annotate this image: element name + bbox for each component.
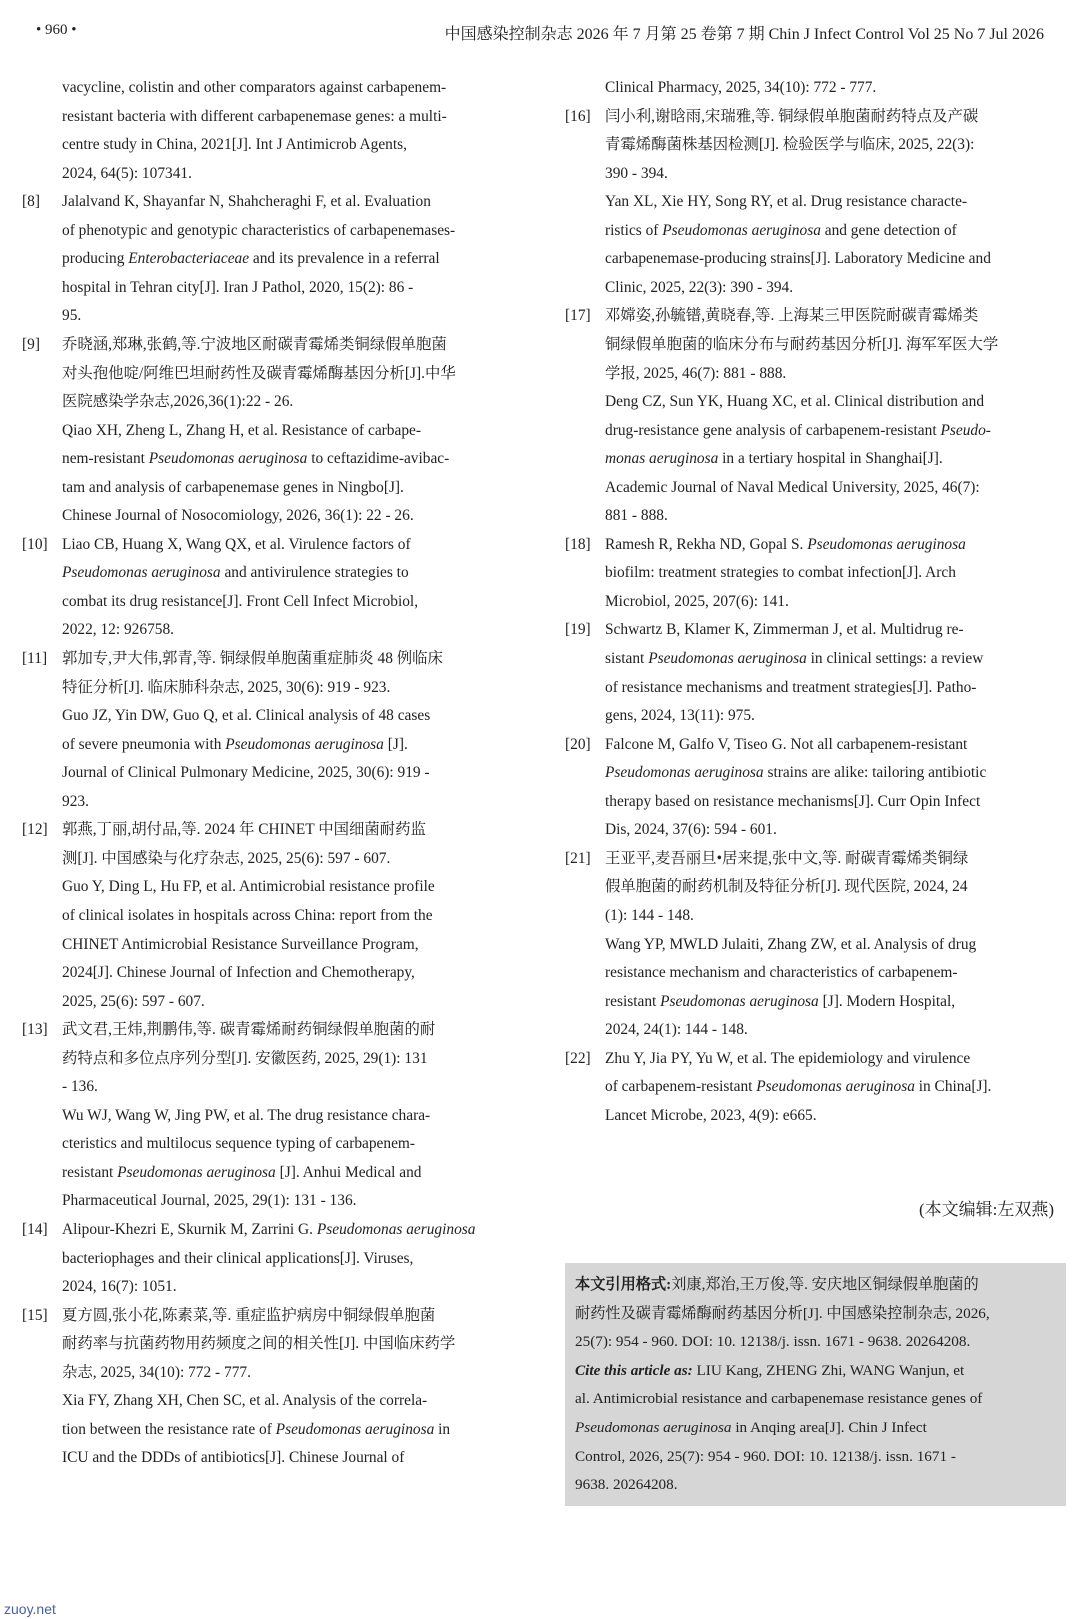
reference-text: Deng CZ, Sun YK, Huang XC, et al. Clinical distribution and	[605, 393, 985, 411]
reference-text: Jalalvand K, Shayanfar N, Shahcheraghi F, et al. Evaluation	[62, 193, 431, 211]
reference-line	[22, 1134, 520, 1154]
reference-text: 铜绿假单胞菌的临床分布与耐药基因分析[J]. 海军军医大学	[605, 335, 999, 353]
reference-text: Academic Journal of Naval Medical University, 2025, 46(7):	[605, 478, 980, 496]
page-header	[0, 0, 1080, 50]
reference-text: 王亚平,麦吾丽旦•居来提,张中文,等. 耐碳青霉烯类铜绿	[605, 849, 969, 867]
watermark-link[interactable]: zuoy.net	[4, 1601, 56, 1617]
reference-text: 对头孢他啶/阿维巴坦耐药性及碳青霉烯酶基因分析[J].中华	[62, 364, 456, 382]
reference-line	[22, 107, 520, 127]
reference-line	[565, 906, 1063, 926]
reference-line	[22, 906, 520, 926]
reference-line	[565, 335, 1063, 355]
reference-text: 闫小利,谢晗雨,宋瑞雅,等. 铜绿假单胞菌耐药特点及产碳	[605, 107, 979, 125]
reference-line	[565, 649, 1063, 669]
reference-text: of severe pneumonia with Pseudomonas aeruginosa [J].	[62, 735, 408, 753]
reference-text: Alipour-Khezri E, Skurnik M, Zarrini G. Pseudomonas aeruginosa	[62, 1221, 476, 1238]
reference-line	[22, 678, 520, 698]
journal-running-head: 中国感染控制杂志 2026 年 7 月第 25 卷第 7 期 Chin J Infect Control Vol 25 No 7 Jul 2026	[444, 26, 1044, 43]
citation-line: 耐药性及碳青霉烯酶耐药基因分析[J]. 中国感染控制杂志, 2026,	[575, 1304, 990, 1322]
reference-line	[22, 1049, 520, 1069]
reference-number: [8]	[22, 193, 40, 211]
reference-line	[565, 1049, 1063, 1069]
citation-line: Cite this article as: LIU Kang, ZHENG Zhi, WANG Wanjun, et	[575, 1361, 965, 1379]
reference-text: CHINET Antimicrobial Resistance Surveillance Program,	[62, 935, 419, 953]
reference-text: 2024, 16(7): 1051.	[62, 1278, 177, 1296]
reference-text: Yan XL, Xie HY, Song RY, et al. Drug resistance characte-	[605, 193, 968, 211]
citation-line: al. Antimicrobial resistance and carbapenemase resistance genes of	[575, 1390, 983, 1408]
reference-line	[22, 1306, 520, 1326]
reference-text: 夏方圆,张小花,陈素菜,等. 重症监护病房中铜绿假单胞菌	[62, 1306, 436, 1324]
reference-line	[22, 592, 520, 612]
reference-number: [9]	[22, 335, 40, 353]
reference-text: 郭燕,丁丽,胡付品,等. 2024 年 CHINET 中国细菌耐药监	[62, 821, 426, 839]
reference-text: Schwartz B, Klamer K, Zimmerman J, et al. Multidrug re-	[605, 621, 964, 639]
reference-line	[22, 78, 520, 98]
reference-number: [14]	[22, 1221, 48, 1238]
reference-line	[565, 563, 1063, 583]
reference-line	[565, 935, 1063, 955]
reference-text: Chinese Journal of Nosocomiology, 2026, 36(1): 22 - 26.	[62, 507, 414, 525]
reference-line	[565, 192, 1063, 212]
reference-text: producing Enterobacteriaceae and its prevalence in a referral	[62, 250, 440, 268]
reference-text: 青霉烯酶菌株基因检测[J]. 检验医学与临床, 2025, 22(3):	[605, 136, 975, 154]
reference-line	[22, 278, 520, 298]
reference-text: 95.	[62, 307, 82, 325]
reference-text: ICU and the DDDs of antibiotics[J]. Chinese Journal of	[62, 1449, 405, 1467]
reference-text: cteristics and multilocus sequence typing of carbapenem-	[62, 1135, 416, 1153]
reference-text: Xia FY, Zhang XH, Chen SC, et al. Analysis of the correla-	[62, 1392, 428, 1410]
reference-line	[22, 164, 520, 184]
reference-line	[565, 478, 1063, 498]
reference-line	[22, 877, 520, 897]
reference-line	[22, 1106, 520, 1126]
citation-line: 本文引用格式:刘康,郑治,王万俊,等. 安庆地区铜绿假单胞菌的	[575, 1276, 979, 1293]
reference-text: biofilm: treatment strategies to combat infection[J]. Arch	[605, 564, 956, 582]
reference-line	[565, 792, 1063, 812]
reference-text: 923.	[62, 792, 89, 810]
reference-text: carbapenemase-producing strains[J]. Laboratory Medicine and	[605, 250, 991, 268]
reference-text: of carbapenem-resistant Pseudomonas aeruginosa in China[J].	[605, 1078, 992, 1096]
reference-line	[565, 306, 1063, 326]
reference-line	[565, 449, 1063, 469]
reference-text: 邓嫦姿,孙毓镨,黄晓春,等. 上海某三甲医院耐碳青霉烯类	[605, 307, 979, 325]
reference-text: of phenotypic and genotypic characteristics of carbapenemases-	[62, 221, 456, 239]
reference-text: Wang YP, MWLD Julaiti, Zhang ZW, et al. Analysis of drug	[605, 935, 977, 953]
reference-line	[565, 820, 1063, 840]
reference-line	[22, 1277, 520, 1297]
reference-line	[565, 506, 1063, 526]
reference-number: [19]	[565, 621, 591, 639]
reference-line	[565, 392, 1063, 412]
reference-text: 特征分析[J]. 临床肺科杂志, 2025, 30(6): 919 - 923.	[62, 678, 391, 696]
reference-text: hospital in Tehran city[J]. Iran J Pathol, 2020, 15(2): 86 -	[62, 278, 414, 296]
reference-text: Wu WJ, Wang W, Jing PW, et al. The drug resistance chara-	[62, 1106, 431, 1124]
reference-text: Microbiol, 2025, 207(6): 141.	[605, 592, 789, 610]
reference-line	[22, 1191, 520, 1211]
reference-text: Journal of Clinical Pulmonary Medicine, 2025, 30(6): 919 -	[62, 764, 430, 782]
reference-line	[22, 135, 520, 155]
reference-text: (1): 144 - 148.	[605, 906, 694, 924]
reference-text: Dis, 2024, 37(6): 594 - 601.	[605, 821, 777, 839]
reference-line	[565, 620, 1063, 640]
reference-line	[22, 1077, 520, 1097]
reference-text: gens, 2024, 13(11): 975.	[605, 707, 755, 725]
reference-text: Clinic, 2025, 22(3): 390 - 394.	[605, 278, 794, 296]
reference-text: of clinical isolates in hospitals across China: report from the	[62, 906, 433, 924]
reference-line	[22, 820, 520, 840]
reference-text: of resistance mechanisms and treatment strategies[J]. Patho-	[605, 678, 977, 696]
citation-line: Pseudomonas aeruginosa in Anqing area[J]. Chin J Infect	[575, 1419, 927, 1436]
reference-line	[565, 278, 1063, 298]
reference-line	[22, 1163, 520, 1183]
reference-line	[565, 592, 1063, 612]
reference-number: [21]	[565, 849, 591, 867]
reference-line	[22, 1334, 520, 1354]
reference-line	[565, 678, 1063, 698]
reference-line	[565, 535, 1063, 555]
reference-line	[22, 392, 520, 412]
reference-line	[22, 620, 520, 640]
reference-number: [10]	[22, 535, 48, 553]
reference-text: 2022, 12: 926758.	[62, 621, 175, 639]
citation-format-box	[565, 1263, 1066, 1506]
reference-line	[565, 992, 1063, 1012]
reference-text: Falcone M, Galfo V, Tiseo G. Not all carbapenem-resistant	[605, 735, 968, 753]
reference-line	[565, 135, 1063, 155]
reference-line	[22, 649, 520, 669]
reference-text: Liao CB, Huang X, Wang QX, et al. Virulence factors of	[62, 535, 411, 553]
reference-text: 耐药率与抗菌药物用药频度之间的相关性[J]. 中国临床药学	[62, 1335, 456, 1353]
reference-text: centre study in China, 2021[J]. Int J Antimicrob Agents,	[62, 136, 407, 154]
reference-line	[22, 1363, 520, 1383]
reference-text: therapy based on resistance mechanisms[J]. Curr Opin Infect	[605, 792, 981, 810]
reference-text: Ramesh R, Rekha ND, Gopal S. Pseudomonas aeruginosa	[605, 535, 966, 553]
page-number: • 960 •	[36, 22, 77, 38]
reference-line	[22, 1391, 520, 1411]
reference-text: 杂志, 2025, 34(10): 772 - 777.	[62, 1363, 251, 1381]
reference-line	[565, 421, 1063, 441]
reference-line	[22, 306, 520, 326]
reference-line	[22, 849, 520, 869]
reference-line	[22, 563, 520, 583]
reference-text: 881 - 888.	[605, 507, 668, 525]
reference-text: resistance mechanism and characteristics of carbapenem-	[605, 964, 958, 982]
reference-text: sistant Pseudomonas aeruginosa in clinical settings: a review	[605, 650, 984, 667]
reference-text: ristics of Pseudomonas aeruginosa and gene detection of	[605, 221, 957, 239]
reference-line	[565, 763, 1063, 783]
reference-text: Guo JZ, Yin DW, Guo Q, et al. Clinical analysis of 48 cases	[62, 707, 431, 725]
reference-text: Pseudomonas aeruginosa strains are alike: tailoring antibiotic	[605, 764, 987, 782]
reference-text: Clinical Pharmacy, 2025, 34(10): 772 - 777.	[605, 79, 877, 96]
reference-line	[22, 706, 520, 726]
reference-text: 药特点和多位点序列分型[J]. 安徽医药, 2025, 29(1): 131	[62, 1049, 428, 1067]
reference-number: [20]	[565, 735, 591, 753]
reference-line	[22, 1448, 520, 1468]
reference-line	[22, 364, 520, 384]
reference-number: [13]	[22, 1021, 48, 1039]
reference-number: [16]	[565, 107, 591, 125]
reference-line	[565, 877, 1063, 897]
reference-line	[22, 506, 520, 526]
reference-line	[565, 249, 1063, 269]
reference-line	[565, 107, 1063, 127]
reference-line	[22, 963, 520, 983]
reference-line	[565, 164, 1063, 184]
reference-line	[565, 1077, 1063, 1097]
reference-line	[565, 706, 1063, 726]
reference-number: [12]	[22, 821, 48, 839]
reference-text: 2024, 24(1): 144 - 148.	[605, 1021, 748, 1039]
reference-line	[565, 849, 1063, 869]
reference-line	[22, 192, 520, 212]
reference-line	[22, 449, 520, 469]
reference-text: 2024[J]. Chinese Journal of Infection and Chemotherapy,	[62, 964, 415, 982]
reference-text: drug-resistance gene analysis of carbapenem-resistant Pseudo-	[605, 421, 991, 439]
reference-line	[565, 78, 1063, 98]
reference-line	[22, 421, 520, 441]
reference-number: [11]	[22, 650, 48, 667]
reference-text: - 136.	[62, 1078, 98, 1096]
reference-line	[22, 1020, 520, 1040]
reference-text: monas aeruginosa in a tertiary hospital in Shanghai[J].	[605, 450, 943, 468]
reference-line	[565, 963, 1063, 983]
reference-number: [22]	[565, 1049, 591, 1067]
reference-text: 郭加专,尹大伟,郭青,等. 铜绿假单胞菌重症肺炎 48 例临床	[62, 650, 443, 667]
reference-text: combat its drug resistance[J]. Front Cell Infect Microbiol,	[62, 592, 419, 610]
citation-line: Control, 2026, 25(7): 954 - 960. DOI: 10. 12138/j. issn. 1671 -	[575, 1447, 956, 1465]
reference-line	[22, 221, 520, 241]
reference-line	[565, 221, 1063, 241]
reference-line	[22, 478, 520, 498]
reference-text: Guo Y, Ding L, Hu FP, et al. Antimicrobial resistance profile	[62, 878, 435, 896]
reference-text: bacteriophages and their clinical applications[J]. Viruses,	[62, 1249, 414, 1267]
citation-line: 25(7): 954 - 960. DOI: 10. 12138/j. issn. 1671 - 9638. 20264208.	[575, 1333, 971, 1351]
reference-text: Pseudomonas aeruginosa and antivirulence strategies to	[62, 564, 409, 582]
reference-text: resistant Pseudomonas aeruginosa [J]. Modern Hospital,	[605, 992, 956, 1010]
reference-text: resistant bacteria with different carbapenemase genes: a multi-	[62, 107, 447, 125]
reference-text: 医院感染学杂志,2026,36(1):22 - 26.	[62, 393, 294, 411]
reference-text: 2025, 25(6): 597 - 607.	[62, 992, 205, 1010]
reference-text: Zhu Y, Jia PY, Yu W, et al. The epidemiology and virulence	[605, 1049, 971, 1067]
reference-line	[565, 1106, 1063, 1126]
reference-text: Pharmaceutical Journal, 2025, 29(1): 131 - 136.	[62, 1192, 357, 1210]
reference-line	[22, 935, 520, 955]
reference-line	[565, 364, 1063, 384]
reference-text: 390 - 394.	[605, 164, 668, 182]
reference-text: nem-resistant Pseudomonas aeruginosa to ceftazidime-avibac-	[62, 450, 450, 468]
reference-number: [15]	[22, 1306, 48, 1324]
reference-text: 学报, 2025, 46(7): 881 - 888.	[605, 364, 787, 382]
reference-line	[22, 792, 520, 812]
reference-text: tam and analysis of carbapenemase genes in Ningbo[J].	[62, 478, 404, 496]
reference-line	[22, 735, 520, 755]
reference-number: [18]	[565, 535, 591, 553]
reference-text: Qiao XH, Zheng L, Zhang H, et al. Resistance of carbape-	[62, 421, 421, 439]
reference-line	[22, 249, 520, 269]
citation-line: 9638. 20264208.	[575, 1476, 678, 1494]
reference-number: [17]	[565, 307, 591, 325]
reference-text: tion between the resistance rate of Pseudomonas aeruginosa in	[62, 1420, 451, 1438]
reference-text: resistant Pseudomonas aeruginosa [J]. Anhui Medical and	[62, 1163, 422, 1181]
reference-line	[22, 1249, 520, 1269]
reference-text: Lancet Microbe, 2023, 4(9): e665.	[605, 1106, 817, 1124]
reference-line	[565, 735, 1063, 755]
reference-line	[22, 1420, 520, 1440]
reference-text: vacycline, colistin and other comparators against carbapenem-	[62, 79, 447, 96]
reference-text: 武文君,王炜,荆鹏伟,等. 碳青霉烯耐药铜绿假单胞菌的耐	[62, 1021, 436, 1039]
reference-text: 2024, 64(5): 107341.	[62, 164, 192, 182]
reference-line	[565, 1020, 1063, 1040]
reference-text: 乔晓涵,郑琳,张鹤,等.宁波地区耐碳青霉烯类铜绿假单胞菌	[62, 335, 447, 353]
reference-line	[22, 535, 520, 555]
reference-text: 假单胞菌的耐药机制及特征分析[J]. 现代医院, 2024, 24	[605, 878, 968, 896]
reference-line	[22, 992, 520, 1012]
reference-text: 测[J]. 中国感染与化疗杂志, 2025, 25(6): 597 - 607.	[62, 849, 391, 867]
reference-line	[22, 1220, 520, 1240]
reference-line	[22, 763, 520, 783]
editor-note: (本文编辑:左双燕)	[918, 1200, 1054, 1219]
reference-line	[22, 335, 520, 355]
